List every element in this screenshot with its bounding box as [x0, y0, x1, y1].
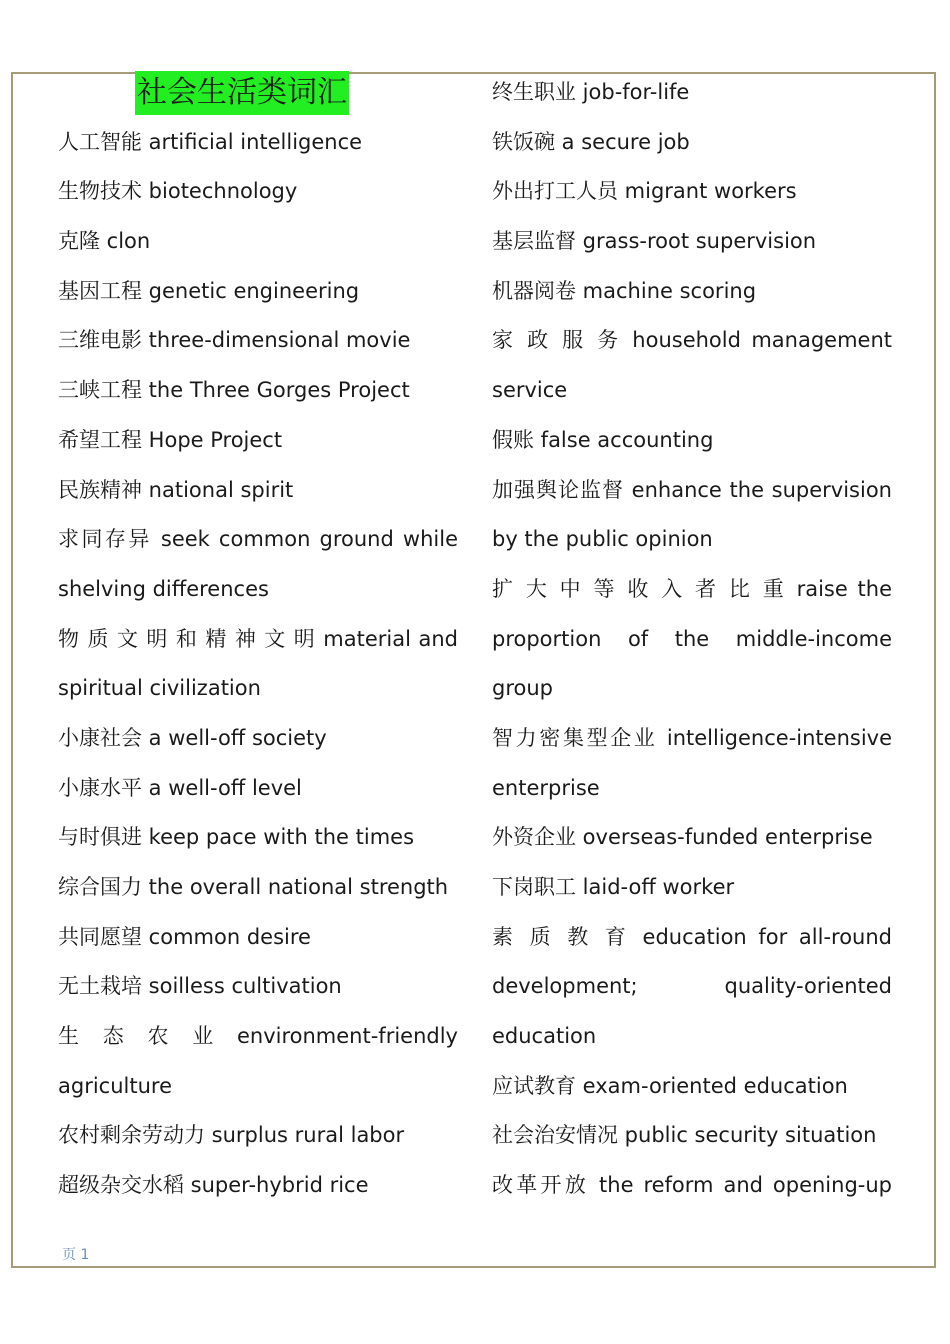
right-column: [492, 68, 892, 1211]
document-title: 社会生活类词汇: [135, 71, 349, 115]
term-line: 机器阅卷 machine scoring: [492, 278, 757, 303]
term-line: 下岗职工 laid-off worker: [492, 875, 735, 899]
term-line: development; quality-oriented: [492, 974, 892, 999]
term-line: 小康水平 a well-off level: [58, 775, 302, 800]
term-line: 扩 大 中 等 收 入 者 比 重 raise the: [492, 576, 892, 601]
term-line: 外出打工人员 migrant workers: [492, 179, 797, 204]
term-line: 加强舆论监督 enhance the supervision: [492, 477, 892, 502]
term-line: 假账 false accounting: [492, 427, 714, 452]
term-line: 农村剩余劳动力 surplus rural labor: [58, 1123, 405, 1148]
term-line: 家 政 服 务 household management: [492, 328, 892, 353]
term-line: 求同存异 seek common ground while: [58, 527, 458, 552]
term-line: 三峡工程 the Three Gorges Project: [58, 378, 410, 403]
term-line: agriculture: [58, 1073, 172, 1098]
term-line: 改革开放 the reform and opening-up: [492, 1173, 892, 1198]
term-line: 社会治安情况 public security situation: [492, 1123, 877, 1148]
term-line: by the public opinion: [492, 527, 713, 552]
term-line: 物 质 文 明 和 精 神 文 明 material and: [58, 626, 458, 651]
term-line: 希望工程 Hope Project: [58, 427, 283, 452]
term-line: 生物技术 biotechnology: [58, 179, 298, 204]
term-line: 铁饭碗 a secure job: [492, 129, 690, 154]
term-line: proportion of the middle-income: [492, 626, 892, 651]
term-line: 民族精神 national spirit: [58, 477, 294, 502]
page-number: 页 1: [62, 1247, 90, 1263]
term-line: spiritual civilization: [58, 676, 261, 701]
left-term-list: [58, 118, 458, 1211]
term-line: 人工智能 artificial intelligence: [58, 129, 363, 154]
term-line: shelving differences: [58, 576, 269, 601]
term-line: service: [492, 378, 568, 403]
term-line: 共同愿望 common desire: [58, 924, 311, 949]
term-line: 三维电影 three-dimensional movie: [58, 328, 411, 353]
title-line: [58, 68, 458, 118]
term-line: enterprise: [492, 775, 600, 800]
term-line: 超级杂交水稻 super-hybrid rice: [58, 1173, 369, 1198]
term-line: 外资企业 overseas-funded enterprise: [492, 825, 873, 850]
term-line: 综合国力 the overall national strength: [58, 875, 449, 899]
term-line: 素 质 教 育 education for all-round: [492, 924, 892, 949]
term-line: 无土栽培 soilless cultivation: [58, 974, 342, 999]
term-line: 基层监督 grass-root supervision: [492, 229, 817, 254]
term-line: 生 态 农 业 environment-friendly: [58, 1024, 458, 1049]
term-line: 克隆 clon: [58, 229, 151, 254]
term-line: 智力密集型企业 intelligence-intensive: [492, 725, 892, 750]
left-column: [58, 68, 458, 1211]
right-term-list: [492, 68, 892, 1211]
term-line: 基因工程 genetic engineering: [58, 278, 360, 303]
term-line: 小康社会 a well-off society: [58, 725, 327, 750]
term-line: group: [492, 676, 553, 701]
term-line: 终生职业 job-for-life: [492, 80, 690, 104]
term-line: 应试教育 exam-oriented education: [492, 1073, 848, 1098]
term-line: education: [492, 1024, 597, 1049]
term-line: 与时俱进 keep pace with the times: [58, 825, 415, 850]
